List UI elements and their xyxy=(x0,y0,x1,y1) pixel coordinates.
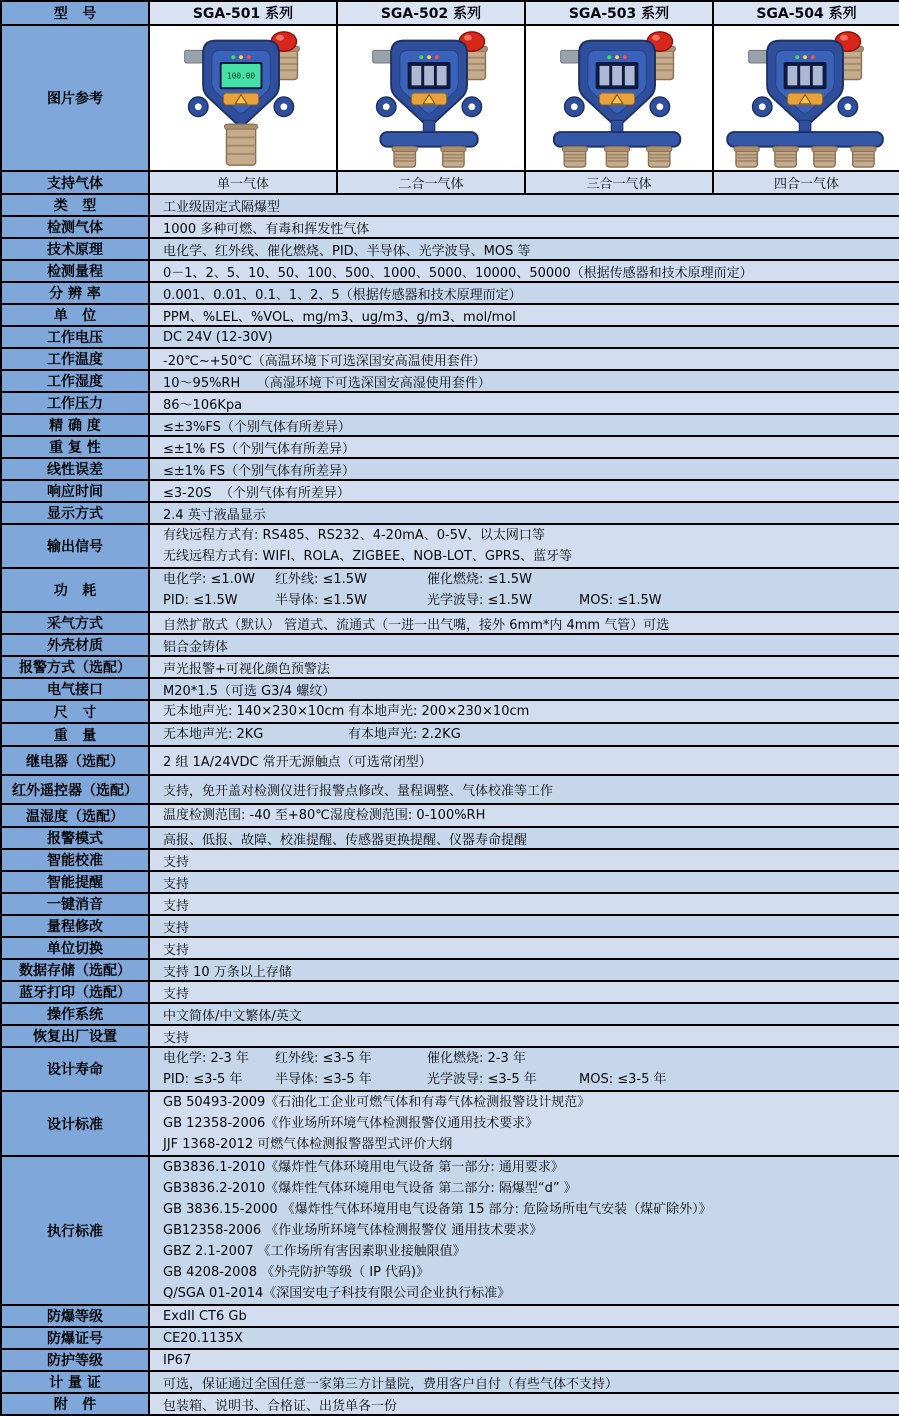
spec-row xyxy=(1,304,899,326)
spec-row-label: 防爆证号 xyxy=(1,1327,149,1349)
svg-text:100.00: 100.00 xyxy=(227,71,256,81)
spec-line: JJF 1368-2012 可燃气体检测报警器型式评价大纲 xyxy=(163,1137,453,1152)
spec-row-label: 工作电压 xyxy=(1,326,149,348)
spec-row xyxy=(1,1305,899,1327)
spec-row xyxy=(1,194,899,216)
spec-row-value: 工业级固定式隔爆型 xyxy=(149,194,899,216)
spec-row-label: 显示方式 xyxy=(1,502,149,524)
spec-row-value: 1000 多种可燃、有毒和挥发性气体 xyxy=(149,216,899,238)
spec-row-label: 量程修改 xyxy=(1,915,149,937)
spec-row-label: 检测气体 xyxy=(1,216,149,238)
spec-row xyxy=(1,458,899,480)
spec-row xyxy=(1,1156,899,1305)
spec-row xyxy=(1,849,899,871)
spec-row-label: 继电器（选配） xyxy=(1,746,149,775)
spec-row-value xyxy=(149,568,899,612)
spec-row-label: 报警模式 xyxy=(1,827,149,849)
spec-row-label: 单位切换 xyxy=(1,937,149,959)
spec-grid-segment: 红外线: ≤3-5 年 xyxy=(275,1051,372,1066)
spec-row-label: 支持气体 xyxy=(1,171,149,194)
spec-row-value: 0－1、2、5、10、50、100、500、1000、5000、10000、50000（根据传感器和技术原理而定） xyxy=(149,260,899,282)
product-image xyxy=(337,25,525,171)
spec-row xyxy=(1,216,899,238)
spec-line: GB3836.2-2010《爆炸性气体环境用电气设备 第二部分: 隔爆型“d” 》 xyxy=(163,1181,577,1196)
spec-line: 有线远程方式有: RS485、RS232、4-20mA、0-5V、以太网口等 xyxy=(163,528,545,543)
spec-row-value: 中文简体/中文繁体/英文 xyxy=(149,1003,899,1025)
spec-row-value: 电化学、红外线、催化燃烧、PID、半导体、光学波导、MOS 等 xyxy=(149,238,899,260)
spec-row-value: 0.001、0.01、0.1、1、2、5（根据传感器和技术原理而定） xyxy=(149,282,899,304)
model-header-cell: SGA-502 系列 xyxy=(337,1,525,25)
spec-grid-segment: 电化学: ≤1.0W xyxy=(163,572,255,587)
spec-grid-segment: 红外线: ≤1.5W xyxy=(275,572,367,587)
spec-row-label: 响应时间 xyxy=(1,480,149,502)
spec-row-value: 可选，保证通过全国任意一家第三方计量院，费用客户自付（有些气体不支持） xyxy=(149,1371,899,1393)
spec-row-value: 支持 xyxy=(149,981,899,1003)
spec-grid-segment: 光学波导: ≤1.5W xyxy=(427,593,532,608)
spec-line: 无线远程方式有: WIFI、ROLA、ZIGBEE、NOB-LOT、GPRS、蓝牙等 xyxy=(163,549,573,564)
spec-row xyxy=(1,1393,899,1415)
spec-grid-segment: 光学波导: ≤3-5 年 xyxy=(427,1072,537,1087)
model-row xyxy=(1,1,899,25)
spec-row-value: 支持 xyxy=(149,849,899,871)
spec-row xyxy=(1,700,899,723)
spec-row-value: 包装箱、说明书、合格证、出货单各一份 xyxy=(149,1393,899,1415)
spec-table-body xyxy=(1,1,899,1415)
spec-row xyxy=(1,678,899,700)
spec-row xyxy=(1,804,899,827)
spec-row xyxy=(1,1003,899,1025)
spec-row-label: 精 确 度 xyxy=(1,414,149,436)
spec-row-label: 分 辨 率 xyxy=(1,282,149,304)
spec-row-label: 防爆等级 xyxy=(1,1305,149,1327)
spec-line: GB 3836.15-2000 《爆炸性气体环境用电气设备第 15 部分: 危险场所电气安装（煤矿除外）》 xyxy=(163,1202,712,1217)
spec-row-label: 采气方式 xyxy=(1,612,149,634)
spec-row-label: 防护等级 xyxy=(1,1349,149,1371)
spec-row-value: 支持 xyxy=(149,915,899,937)
spec-grid-segment: 湿度检测范围: 0-100%RH xyxy=(329,808,486,823)
spec-row-value: 铝合金铸体 xyxy=(149,634,899,656)
spec-row-label: 重 量 xyxy=(1,723,149,746)
spec-row xyxy=(1,1025,899,1047)
spec-grid-segment: MOS: ≤3-5 年 xyxy=(579,1072,667,1087)
spec-line: Q/SGA 01-2014《深国安电子科技有限公司企业执行标准》 xyxy=(163,1286,511,1301)
spec-grid-segment: 无本地声光: 140×230×10cm xyxy=(163,704,345,719)
spec-row xyxy=(1,915,899,937)
spec-row-label: 恢复出厂设置 xyxy=(1,1025,149,1047)
spec-row-label: 检测量程 xyxy=(1,260,149,282)
spec-row xyxy=(1,981,899,1003)
gas-type-cell: 四合一气体 xyxy=(713,171,899,194)
spec-row-value: ExdII CT6 Gb xyxy=(149,1305,899,1327)
spec-row-value xyxy=(149,1091,899,1156)
model-header-cell: SGA-504 系列 xyxy=(713,1,899,25)
spec-row-label: 附 件 xyxy=(1,1393,149,1415)
spec-row-value: 支持 xyxy=(149,937,899,959)
spec-row xyxy=(1,282,899,304)
spec-row-value: 支持 xyxy=(149,893,899,915)
spec-grid-segment: 有本地声光: 2.2KG xyxy=(348,727,461,742)
spec-line: GB3836.1-2010《爆炸性气体环境用电气设备 第一部分: 通用要求》 xyxy=(163,1160,564,1175)
spec-row xyxy=(1,612,899,634)
spec-row-label: 输出信号 xyxy=(1,524,149,568)
spec-row-label: 电气接口 xyxy=(1,678,149,700)
spec-row-value: 声光报警+可视化颜色预警法 xyxy=(149,656,899,678)
spec-row-value: PPM、%LEL、%VOL、mg/m3、ug/m3、g/m3、mol/mol xyxy=(149,304,899,326)
spec-row-value: CE20.1135X xyxy=(149,1327,899,1349)
spec-row-value: 86～106Kpa xyxy=(149,392,899,414)
spec-row-label: 重 复 性 xyxy=(1,436,149,458)
spec-row xyxy=(1,1327,899,1349)
gas-detector-icon xyxy=(153,27,333,169)
spec-row xyxy=(1,871,899,893)
spec-line: GB 12358-2006《作业场所环境气体检测报警仪通用技术要求》 xyxy=(163,1116,539,1131)
spec-row xyxy=(1,1091,899,1156)
gas-detector-icon xyxy=(717,27,897,169)
spec-grid-segment: 电化学: 2-3 年 xyxy=(163,1051,249,1066)
spec-grid-segment: 半导体: ≤3-5 年 xyxy=(275,1072,372,1087)
spec-row-value xyxy=(149,524,899,568)
spec-row-value: -20℃~+50℃（高温环境下可选深国安高温使用套件） xyxy=(149,348,899,370)
spec-row xyxy=(1,937,899,959)
spec-row-value xyxy=(149,1156,899,1305)
spec-row-label: 智能提醒 xyxy=(1,871,149,893)
spec-grid-segment: PID: ≤1.5W xyxy=(163,593,238,608)
spec-row-value: 高报、低报、故障、校准提醒、传感器更换提醒、仪器寿命提醒 xyxy=(149,827,899,849)
spec-row-label: 型 号 xyxy=(1,1,149,25)
spec-row-label: 智能校准 xyxy=(1,849,149,871)
spec-grid-segment: PID: ≤3-5 年 xyxy=(163,1072,243,1087)
spec-row-label: 执行标准 xyxy=(1,1156,149,1305)
model-header-cell: SGA-503 系列 xyxy=(525,1,713,25)
product-image xyxy=(713,25,899,171)
spec-row xyxy=(1,893,899,915)
spec-row-value: 2 组 1A/24VDC 常开无源触点（可选常闭型） xyxy=(149,746,899,775)
spec-row xyxy=(1,959,899,981)
spec-row xyxy=(1,326,899,348)
spec-row-value: 10～95%RH （高湿环境下可选深国安高湿使用套件） xyxy=(149,370,899,392)
spec-grid-segment: 无本地声光: 2KG xyxy=(163,727,264,742)
spec-row-value: ≤±1% FS（个别气体有所差异） xyxy=(149,458,899,480)
spec-row xyxy=(1,775,899,804)
spec-line: GB 4208-2008 《外壳防护等级（ IP 代码)》 xyxy=(163,1265,430,1280)
spec-row-label: 报警方式（选配） xyxy=(1,656,149,678)
spec-row-label: 工作湿度 xyxy=(1,370,149,392)
spec-row-value: ≤±1% FS（个别气体有所差异） xyxy=(149,436,899,458)
product-image xyxy=(149,25,337,171)
spec-row xyxy=(1,1047,899,1091)
spec-row-label: 外壳材质 xyxy=(1,634,149,656)
spec-row xyxy=(1,502,899,524)
spec-row-value: 支持 xyxy=(149,1025,899,1047)
image-row xyxy=(1,25,899,171)
spec-row-value: DC 24V (12-30V) xyxy=(149,326,899,348)
spec-grid-segment: MOS: ≤1.5W xyxy=(579,593,662,608)
spec-row-label: 计 量 证 xyxy=(1,1371,149,1393)
spec-row-label: 工作压力 xyxy=(1,392,149,414)
spec-grid-segment: 温度检测范围: -40 至+80℃ xyxy=(163,808,330,823)
spec-row-label: 温湿度（选配） xyxy=(1,804,149,827)
spec-row-value: ≤3-20S （个别气体有所差异） xyxy=(149,480,899,502)
spec-row-label: 尺 寸 xyxy=(1,700,149,723)
spec-row xyxy=(1,392,899,414)
spec-line: GB12358-2006 《作业场所环境气体检测报警仪 通用技术要求》 xyxy=(163,1223,543,1238)
spec-row-value xyxy=(149,700,899,723)
spec-row-label: 单 位 xyxy=(1,304,149,326)
spec-line: GBZ 2.1-2007 《工作场所有害因素职业接触限值》 xyxy=(163,1244,466,1259)
spec-row-value: 自然扩散式（默认） 管道式、流通式（一进一出气嘴，接外 6mm*内 4mm 气管）可选 xyxy=(149,612,899,634)
spec-row xyxy=(1,436,899,458)
spec-row-value: 支持 xyxy=(149,871,899,893)
spec-row-value: 支持，免开盖对检测仪进行报警点修改、量程调整、气体校准等工作 xyxy=(149,775,899,804)
spec-row-label: 线性误差 xyxy=(1,458,149,480)
gas-type-cell: 三合一气体 xyxy=(525,171,713,194)
spec-row xyxy=(1,414,899,436)
spec-row-value: 支持 10 万条以上存储 xyxy=(149,959,899,981)
spec-row xyxy=(1,827,899,849)
spec-row xyxy=(1,568,899,612)
spec-row xyxy=(1,238,899,260)
spec-row-value xyxy=(149,804,899,827)
gas-type-cell: 单一气体 xyxy=(149,171,337,194)
spec-row-label: 红外遥控器（选配） xyxy=(1,775,149,804)
spec-row xyxy=(1,524,899,568)
spec-row-label: 技术原理 xyxy=(1,238,149,260)
model-header-cell: SGA-501 系列 xyxy=(149,1,337,25)
spec-line: GB 50493-2009《石油化工企业可燃气体和有毒气体检测报警设计规范》 xyxy=(163,1095,591,1110)
spec-grid-segment: 半导体: ≤1.5W xyxy=(275,593,367,608)
spec-row xyxy=(1,634,899,656)
spec-row xyxy=(1,370,899,392)
spec-grid-segment: 有本地声光: 200×230×10cm xyxy=(348,704,530,719)
gas-detector-icon xyxy=(529,27,709,169)
spec-row xyxy=(1,1371,899,1393)
spec-row-value: M20*1.5（可选 G3/4 螺纹） xyxy=(149,678,899,700)
spec-row xyxy=(1,1349,899,1371)
spec-row-label: 设计寿命 xyxy=(1,1047,149,1091)
spec-row-label: 工作温度 xyxy=(1,348,149,370)
spec-row-label: 操作系统 xyxy=(1,1003,149,1025)
spec-row-label: 功 耗 xyxy=(1,568,149,612)
spec-row-label: 蓝牙打印（选配） xyxy=(1,981,149,1003)
gas-detector-icon xyxy=(341,27,521,169)
spec-row xyxy=(1,480,899,502)
spec-row-value: IP67 xyxy=(149,1349,899,1371)
spec-row-value xyxy=(149,1047,899,1091)
spec-row-label: 图片参考 xyxy=(1,25,149,171)
spec-row xyxy=(1,656,899,678)
spec-row xyxy=(1,723,899,746)
spec-grid-segment: 催化燃烧: ≤1.5W xyxy=(427,572,532,587)
spec-row-value: 2.4 英寸液晶显示 xyxy=(149,502,899,524)
gas-row xyxy=(1,171,899,194)
spec-grid-segment: 催化燃烧: 2-3 年 xyxy=(427,1051,526,1066)
spec-row-value: ≤±3%FS（个别气体有所差异） xyxy=(149,414,899,436)
spec-row xyxy=(1,746,899,775)
product-image xyxy=(525,25,713,171)
spec-row-label: 类 型 xyxy=(1,194,149,216)
spec-row-value xyxy=(149,723,899,746)
spec-row-label: 设计标准 xyxy=(1,1091,149,1156)
spec-row xyxy=(1,260,899,282)
gas-type-cell: 二合一气体 xyxy=(337,171,525,194)
spec-row-label: 数据存储（选配） xyxy=(1,959,149,981)
spec-row xyxy=(1,348,899,370)
spec-row-label: 一键消音 xyxy=(1,893,149,915)
